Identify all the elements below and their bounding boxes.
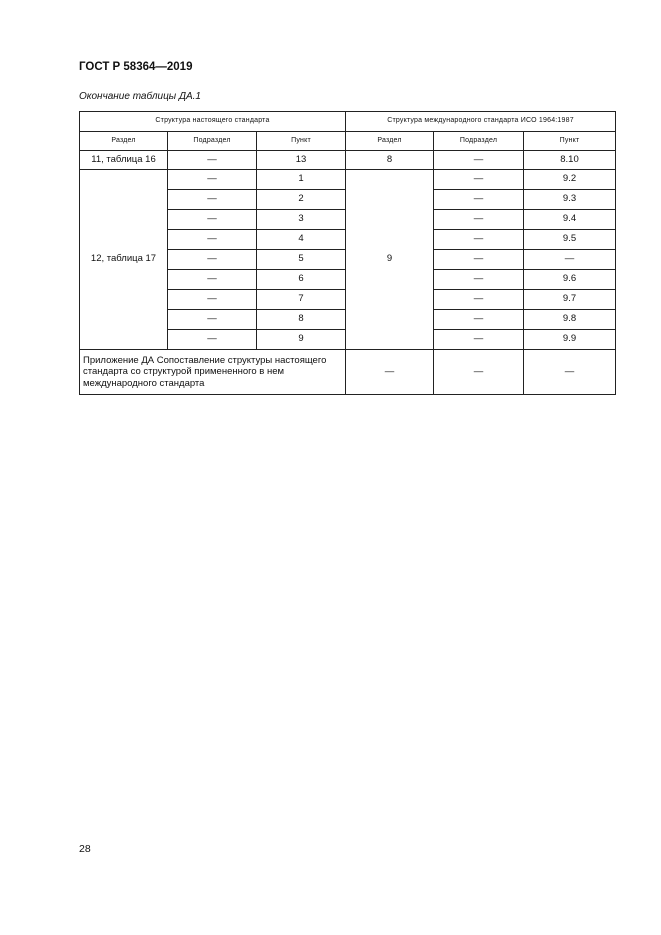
iso-section-cell: — [346, 350, 434, 395]
subsection-cell: — [168, 151, 257, 170]
iso-clause-cell: — [524, 350, 616, 395]
iso-clause-cell: 9.4 [524, 210, 616, 230]
iso-subsection-cell: — [434, 230, 524, 250]
table-caption: Окончание таблицы ДА.1 [79, 91, 201, 102]
document-code: ГОСТ Р 58364—2019 [79, 61, 193, 73]
iso-clause-cell: 9.9 [524, 330, 616, 350]
iso-subsection-cell: — [434, 210, 524, 230]
iso-section-cell: 9 [346, 170, 434, 350]
subsection-cell: — [168, 210, 257, 230]
table-column-header-row [80, 132, 616, 151]
section-cell: 11, таблица 16 [80, 151, 168, 170]
column-header: Подраздел [168, 132, 257, 151]
iso-subsection-cell: — [434, 310, 524, 330]
iso-clause-cell: 8.10 [524, 151, 616, 170]
table-row [80, 151, 616, 170]
column-header: Раздел [346, 132, 434, 151]
clause-cell: 4 [257, 230, 346, 250]
iso-subsection-cell: — [434, 250, 524, 270]
header-national-structure: Структура настоящего стандарта [80, 112, 346, 132]
iso-subsection-cell: — [434, 190, 524, 210]
iso-subsection-cell: — [434, 270, 524, 290]
clause-cell: 13 [257, 151, 346, 170]
clause-cell: 3 [257, 210, 346, 230]
structure-comparison-table [79, 111, 616, 395]
column-header: Подраздел [434, 132, 524, 151]
header-international-structure: Структура международного стандарта ИСО 1964:1987 [346, 112, 616, 132]
iso-clause-cell: 9.7 [524, 290, 616, 310]
subsection-cell: — [168, 230, 257, 250]
iso-subsection-cell: — [434, 290, 524, 310]
column-header: Раздел [80, 132, 168, 151]
subsection-cell: — [168, 330, 257, 350]
clause-cell: 7 [257, 290, 346, 310]
iso-subsection-cell: — [434, 330, 524, 350]
iso-clause-cell: 9.3 [524, 190, 616, 210]
clause-cell: 1 [257, 170, 346, 190]
subsection-cell: — [168, 190, 257, 210]
subsection-cell: — [168, 290, 257, 310]
subsection-cell: — [168, 310, 257, 330]
iso-subsection-cell: — [434, 151, 524, 170]
iso-clause-cell: 9.2 [524, 170, 616, 190]
table-row-appendix [80, 350, 616, 395]
iso-section-cell: 8 [346, 151, 434, 170]
section-cell: 12, таблица 17 [80, 170, 168, 350]
clause-cell: 8 [257, 310, 346, 330]
subsection-cell: — [168, 270, 257, 290]
clause-cell: 2 [257, 190, 346, 210]
column-header: Пункт [257, 132, 346, 151]
subsection-cell: — [168, 250, 257, 270]
clause-cell: 6 [257, 270, 346, 290]
appendix-description: Приложение ДА Сопоставление структуры настоящего стандарта со структурой примененного в нем международного стандарта [80, 350, 346, 395]
iso-clause-cell: 9.5 [524, 230, 616, 250]
table-row [80, 170, 616, 190]
subsection-cell: — [168, 170, 257, 190]
table-group-header-row [80, 112, 616, 132]
iso-clause-cell: 9.8 [524, 310, 616, 330]
page-number: 28 [79, 843, 91, 855]
iso-clause-cell: — [524, 250, 616, 270]
iso-subsection-cell: — [434, 170, 524, 190]
iso-clause-cell: 9.6 [524, 270, 616, 290]
iso-subsection-cell: — [434, 350, 524, 395]
clause-cell: 5 [257, 250, 346, 270]
column-header: Пункт [524, 132, 616, 151]
clause-cell: 9 [257, 330, 346, 350]
